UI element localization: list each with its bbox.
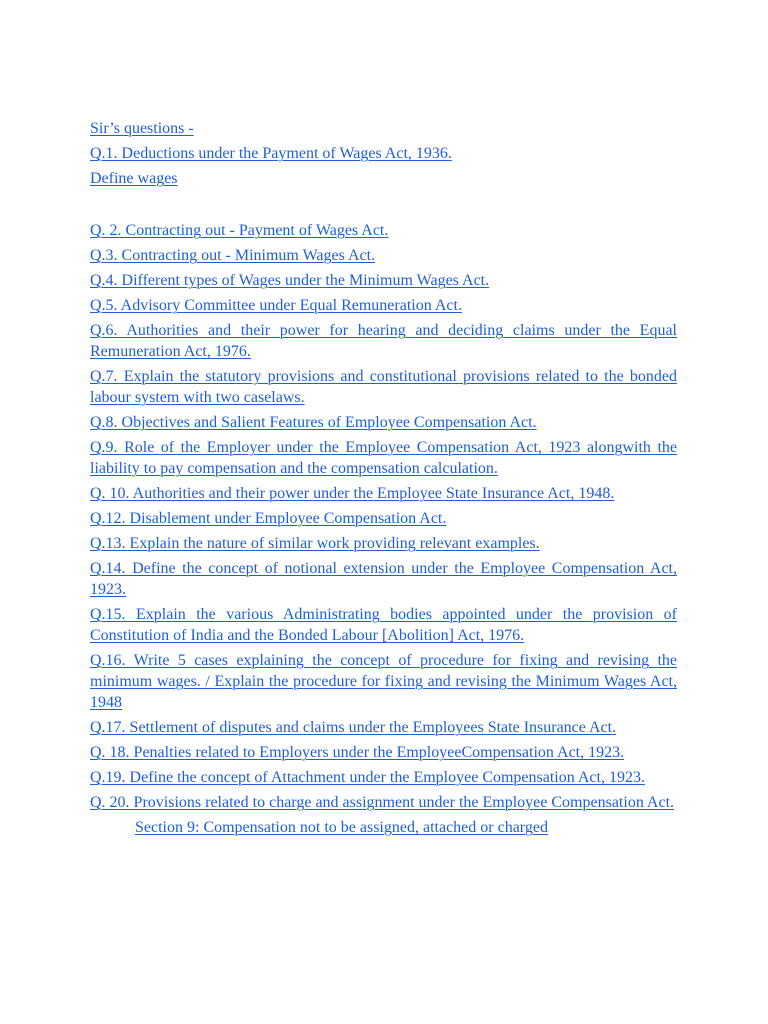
- question-7[interactable]: Q.7. Explain the statutory provisions and constitutional provisions related to the bonded labour system with two caselaws.: [90, 368, 677, 406]
- question-19[interactable]: Q.19. Define the concept of Attachment under the Employee Compensation Act, 1923.: [90, 769, 645, 786]
- header-line[interactable]: Sir’s questions -: [90, 120, 194, 137]
- question-4[interactable]: Q.4. Different types of Wages under the Minimum Wages Act.: [90, 272, 490, 289]
- question-2[interactable]: Q. 2. Contracting out - Payment of Wages Act.: [90, 222, 389, 239]
- question-13[interactable]: Q.13. Explain the nature of similar work providing relevant examples.: [90, 535, 540, 552]
- section-9-line[interactable]: Section 9: Compensation not to be assigned, attached or charged: [135, 819, 548, 836]
- question-18[interactable]: Q. 18. Penalties related to Employers under the EmployeeCompensation Act, 1923.: [90, 744, 625, 761]
- question-14[interactable]: Q.14. Define the concept of notional extension under the Employee Compensation Act, 1923.: [90, 560, 677, 598]
- question-8[interactable]: Q.8. Objectives and Salient Features of Employee Compensation Act.: [90, 414, 537, 431]
- question-3[interactable]: Q.3. Contracting out - Minimum Wages Act.: [90, 247, 376, 264]
- define-wages-line[interactable]: Define wages: [90, 170, 178, 187]
- question-15[interactable]: Q.15. Explain the various Administrating bodies appointed under the provision of Constitution of India and the Bonded Labour [Abolition] Act, 1976.: [90, 606, 677, 644]
- question-10[interactable]: Q. 10. Authorities and their power under the Employee State Insurance Act, 1948.: [90, 485, 615, 502]
- question-16[interactable]: Q.16. Write 5 cases explaining the concept of procedure for fixing and revising the minimum wages. / Explain the procedure for fixing and revising the Minimum Wages Act, 1948: [90, 652, 677, 711]
- blank-line: [90, 189, 677, 216]
- question-20[interactable]: Q. 20. Provisions related to charge and assignment under the Employee Compensation Act.: [90, 794, 675, 811]
- question-5[interactable]: Q.5. Advisory Committee under Equal Remuneration Act.: [90, 297, 462, 314]
- document-page: [90, 118, 677, 838]
- question-9[interactable]: Q.9. Role of the Employer under the Employee Compensation Act, 1923 alongwith the liability to pay compensation and the compensation calculation.: [90, 439, 677, 477]
- question-1[interactable]: Q.1. Deductions under the Payment of Wages Act, 1936.: [90, 145, 452, 162]
- question-6[interactable]: Q.6. Authorities and their power for hearing and deciding claims under the Equal Remuneration Act, 1976.: [90, 322, 677, 360]
- question-17[interactable]: Q.17. Settlement of disputes and claims under the Employees State Insurance Act.: [90, 719, 617, 736]
- question-12[interactable]: Q.12. Disablement under Employee Compensation Act.: [90, 510, 447, 527]
